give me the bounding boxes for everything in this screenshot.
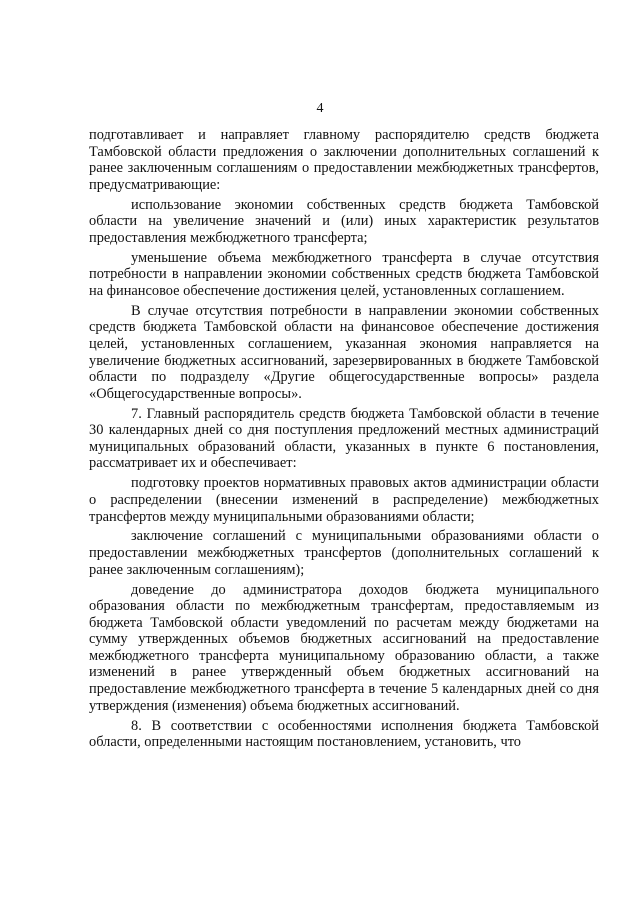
paragraph: использование экономии собственных средств бюджета Тамбовской области на увеличение значений и (или) иных характеристик результатов предоставления межбюджетного трансферта; [89, 196, 599, 246]
paragraph: заключение соглашений с муниципальными образованиями области о предоставлении межбюджетных трансфертов (дополнительных соглашений к ранее заключенным соглашениям); [89, 528, 599, 578]
page-number: 4 [316, 101, 324, 116]
paragraph: подготовку проектов нормативных правовых актов администрации области о распределении (внесении изменений в распределение) межбюджетных трансфертов между муниципальными образованиями области; [89, 475, 599, 525]
paragraph: подготавливает и направляет главному распорядителю средств бюджета Тамбовской области предложения о заключении дополнительных соглашений к ранее заключенным соглашениям о предоставлении межбюджетных трансфертов, предусматривающие: [89, 127, 599, 193]
paragraph: уменьшение объема межбюджетного трансферта в случае отсутствия потребности в направлении экономии собственных средств бюджета Тамбовской на финансовое обеспечение достижения целей, установленных соглашением. [89, 249, 599, 299]
document-body [89, 127, 599, 754]
paragraph: 8. В соответствии с особенностями исполнения бюджета Тамбовской области, определенными настоящим постановлением, установить, что [89, 717, 599, 751]
paragraph: В случае отсутствия потребности в направлении экономии собственных средств бюджета Тамбовской области на финансовое обеспечение достижения целей, установленных соглашением, указанная экономия направляется на увеличение бюджетных ассигнований, зарезервированных в бюджете Тамбовской области по подразделу «Другие общегосударственные вопросы» раздела «Общегосударственные вопросы». [89, 302, 599, 402]
paragraph: 7. Главный распорядитель средств бюджета Тамбовской области в течение 30 календарных дней со дня поступления предложений местных администраций муниципальных образований области, указанных в пункте 6 постановления, рассматривает их и обеспечивает: [89, 405, 599, 472]
paragraph: доведение до администратора доходов бюджета муниципального образования области по межбюджетным трансфертам, предоставляемым из бюджета Тамбовской области уведомлений по расчетам между бюджетами на сумму утвержденных объемов бюджетных ассигнований на предоставление межбюджетного трансферта муниципальному образованию области, а также изменений в ранее утвержденный объем бюджетных ассигнований на предоставление межбюджетного трансферта в течение 5 календарных дней со дня утверждения (изменения) объема бюджетных ассигнований. [89, 581, 599, 714]
